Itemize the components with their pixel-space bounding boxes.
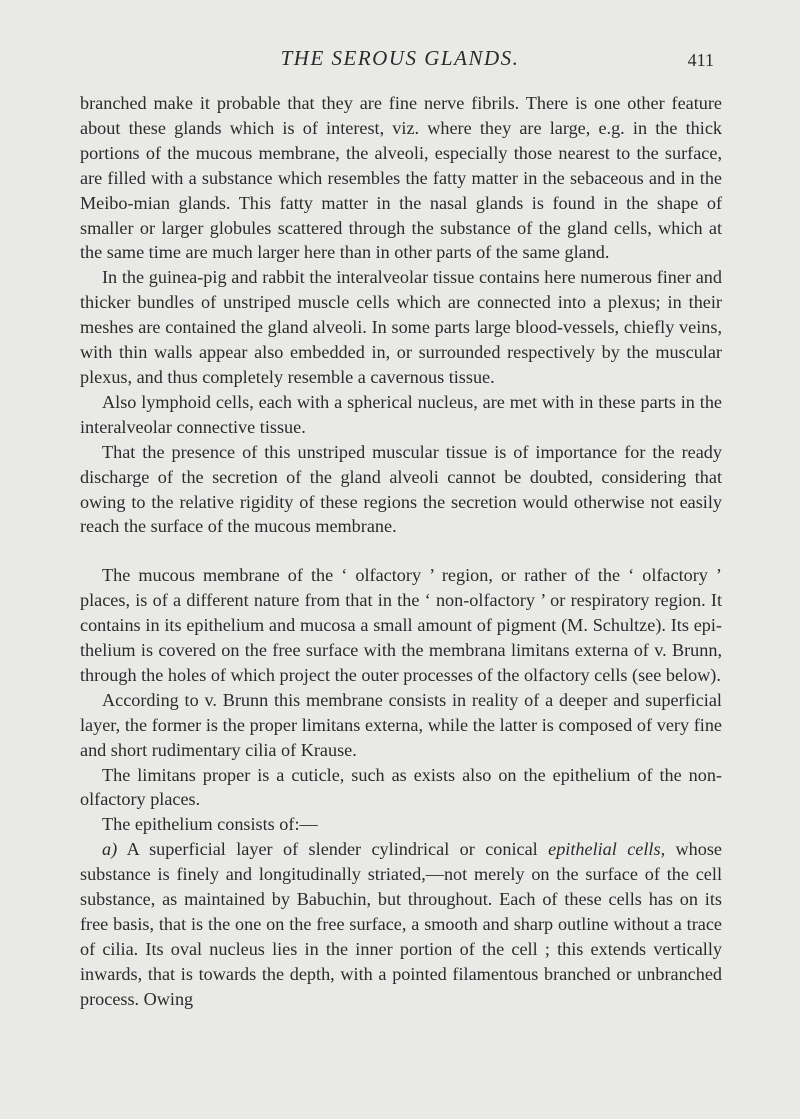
list-marker: a)	[102, 839, 118, 860]
paragraph: Also lymphoid cells, each with a spherical nucleus, are met with in these parts in the interalveolar connective tissue.	[80, 391, 722, 437]
paragraph: According to v. Brunn this membrane consists in reality of a deeper and superficial layer, the former is the proper limitans externa, while the latter is composed of very fine and short rudimentary cilia of Krause.	[80, 689, 722, 760]
list-item-text-before: A superficial layer of slender cylindrical or conical	[126, 839, 538, 860]
list-item-emphasis: epithelial cells,	[548, 839, 666, 860]
list-item-text-after: whose substance is finely and longitudinally striated,—not merely on the surface of the cell substance, as maintained by Babuchin, but throughout. Each of these cells has on its free basis, that is the one on the free surface, a smooth and sharp outline without a trace of cilia. Its oval nucleus lies in the inner portion of the cell ; this extends vertically inwards, that is towards the depth, with a pointed filamentous branched or unbranched process. Owing	[80, 839, 723, 1009]
paragraph: That the presence of this unstriped muscular tissue is of importance for the ready discharge of the secretion of the gland alveoli cannot be doubted, considering that owing to the relative rigidity of these regions the secretion would otherwise not easily reach the surface of the mucous membrane.	[80, 441, 722, 537]
body-text	[80, 91, 722, 1012]
running-title: THE SEROUS GLANDS.	[280, 46, 520, 70]
paragraph: branched make it probable that they are fine nerve fibrils. There is one other feature about these glands which is of interest, viz. where they are large, e.g. in the thick portions of the mucous membrane, the alveoli, especially those nearest to the surface, are filled with a substance which resembles the fatty matter in the sebaceous and in the Meibo-mian glands. This fatty matter in the nasal glands is found in the shape of smaller or larger globules scattered through the substance of the gland cells, which at the same time are much larger here than in other parts of the same gland.	[80, 93, 722, 263]
paragraph: The mucous membrane of the ‘ olfactory ’ region, or rather of the ‘ olfactory ’ places, is of a different nature from that in the ‘ non-olfactory ’ or respiratory region. It contains in its epithelium and mucosa a small amount of pigment (M. Schultze). Its epi-thelium is covered on the free surface with the membrana limitans externa of v. Brunn, through the holes of which project the outer processes of the olfactory cells (see below).	[80, 565, 722, 685]
page-number: 411	[687, 50, 714, 70]
list-item-a	[80, 837, 722, 1011]
paragraph: The epithelium consists of:—	[102, 814, 318, 835]
paragraph: The limitans proper is a cuticle, such as exists also on the epithelium of the non-olfactory places.	[80, 764, 722, 810]
paragraph: In the guinea-pig and rabbit the interalveolar tissue contains here numerous finer and thicker bundles of unstriped muscle cells which are connected into a plexus; in their meshes are contained the gland alveoli. In some parts large blood-vessels, chiefly veins, with thin walls appear also embedded in, or surrounded respectively by the muscular plexus, and thus completely resemble a cavernous tissue.	[80, 267, 722, 387]
page-header	[0, 46, 800, 76]
